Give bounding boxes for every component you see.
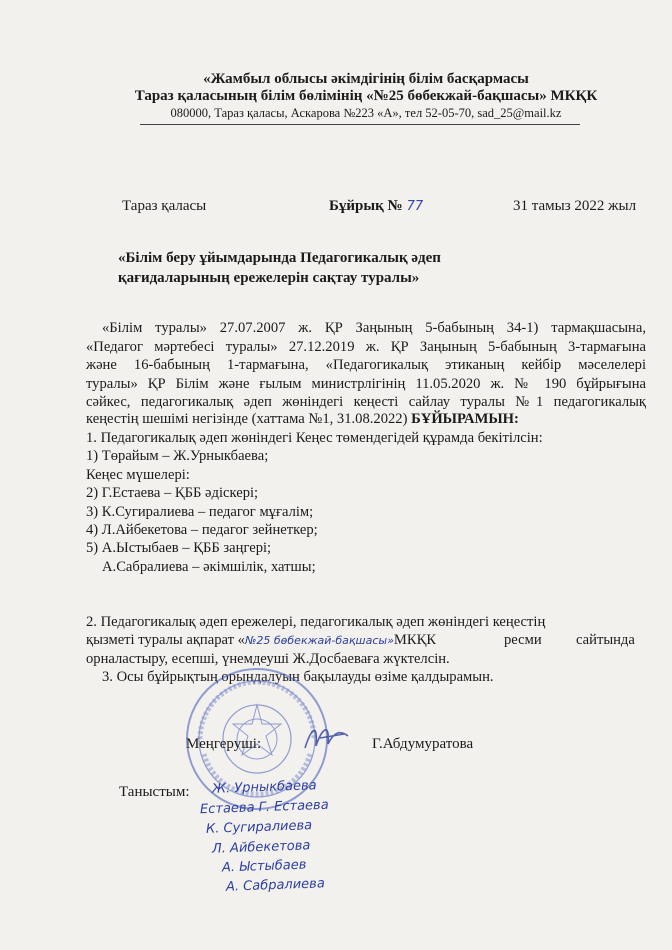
acquainted-signature: А. Ыстыбаев xyxy=(221,857,307,876)
paragraph-line: туралы» ҚР Білім және ғылым министрлігінің 11.05.2020 ж. № 190 бұйрығына xyxy=(86,376,646,392)
order-label xyxy=(329,198,423,215)
members-label: Кеңес мүшелері: xyxy=(86,467,190,483)
member-4: 4) Л.Айбекетова – педагог зейнеткер; xyxy=(86,522,318,538)
paragraph-line: «Педагог мәртебесі туралы» 27.12.2019 ж. ҚР Заңының 5-бабының 3-тармағына xyxy=(86,339,646,355)
member-5: 5) А.Ыстыбаев – ҚББ заңгері; xyxy=(86,540,272,556)
council-chair: 1) Төрайым – Ж.Урныкбаева; xyxy=(86,448,269,464)
handwritten-signature xyxy=(300,718,360,758)
member-3: 3) К.Сугиралиева – педагог мұғалім; xyxy=(86,504,314,520)
order-title-line-1: «Білім беру ұйымдарында Педагогикалық әдеп xyxy=(118,250,441,266)
item-2-text-b: МКҚК xyxy=(393,632,437,648)
order-label-text: Бұйрық № xyxy=(329,198,403,214)
item-2-line-3: орналастыру, есепші, үнемдеуші Ж.Досбаеваға жүктелсін. xyxy=(86,651,450,667)
acquainted-signature: Л. Айбекетова xyxy=(211,838,311,857)
acquainted-signature: Ж. Урныкбаева xyxy=(211,778,317,797)
item-2-text-a: қызметі туралы ақпарат « xyxy=(86,632,245,648)
paragraph-last-line xyxy=(86,411,519,428)
paragraph-line: және 16-бабының 1-тармағына, «Педагогикалық этиканың кейбір мәселелері xyxy=(86,357,646,373)
item-2-text-c: ресми xyxy=(504,632,542,648)
header-divider xyxy=(140,124,580,125)
header-org-line-2: Тараз қаласының білім бөлімінің «№25 бөбекжай-бақшасы» МКҚК xyxy=(134,88,598,104)
paragraph-last-text: кеңестің шешімі негізінде (хаттама №1, 31.08.2022) xyxy=(86,411,408,427)
acquainted-signature: А. Сабралиева xyxy=(225,876,326,895)
signature-title: Меңгеруші: xyxy=(186,736,262,752)
handwritten-insert: №25 бөбекжай-бақшасы» xyxy=(244,634,394,647)
secretary: А.Сабралиева – әкімшілік, хатшы; xyxy=(102,559,316,575)
acquainted-signature: К. Сугиралиева xyxy=(205,818,313,837)
item-1: 1. Педагогикалық әдеп жөніндегі Кеңес төмендегідей құрамда бекітілсін: xyxy=(86,430,543,446)
paragraph-line: «Білім туралы» 27.07.2007 ж. ҚР Заңының 5-бабының 34-1) тармақшасына, xyxy=(102,320,646,336)
item-3: 3. Осы бұйрықтың орындалуын бақылауды өзіме қалдырамын. xyxy=(102,669,494,685)
header-org-line-1: «Жамбыл облысы әкімдігінің білім басқармасы xyxy=(203,71,529,87)
acquainted-signature: Естаева Г. Естаева xyxy=(199,797,329,818)
item-2-line-2 xyxy=(86,632,646,649)
signature-name: Г.Абдумуратова xyxy=(372,736,474,752)
order-date: 31 тамыз 2022 жыл xyxy=(513,198,637,214)
header-address: 080000, Тараз қаласы, Аскарова №223 «А», тел 52-05-70, sad_25@mail.kz xyxy=(170,106,562,120)
order-directive: БҰЙЫРАМЫН: xyxy=(411,411,519,427)
city: Тараз қаласы xyxy=(122,198,207,214)
paragraph-line: сәйкес, педагогикалық әдеп жөніндегі кеңесті сайлау туралы №1 педагогикалық xyxy=(86,394,646,410)
item-2-line-1: 2. Педагогикалық әдеп ережелері, педагогикалық әдеп жөніндегі кеңестің xyxy=(86,614,546,630)
member-2: 2) Г.Естаева – ҚББ әдіскері; xyxy=(86,485,259,501)
order-title-line-2: қағидаларының ережелерін сақтау туралы» xyxy=(118,270,420,286)
order-number: 77 xyxy=(406,199,424,214)
acquainted-label: Таныстым: xyxy=(119,784,190,800)
item-2-text-d: сайтында xyxy=(576,632,635,648)
